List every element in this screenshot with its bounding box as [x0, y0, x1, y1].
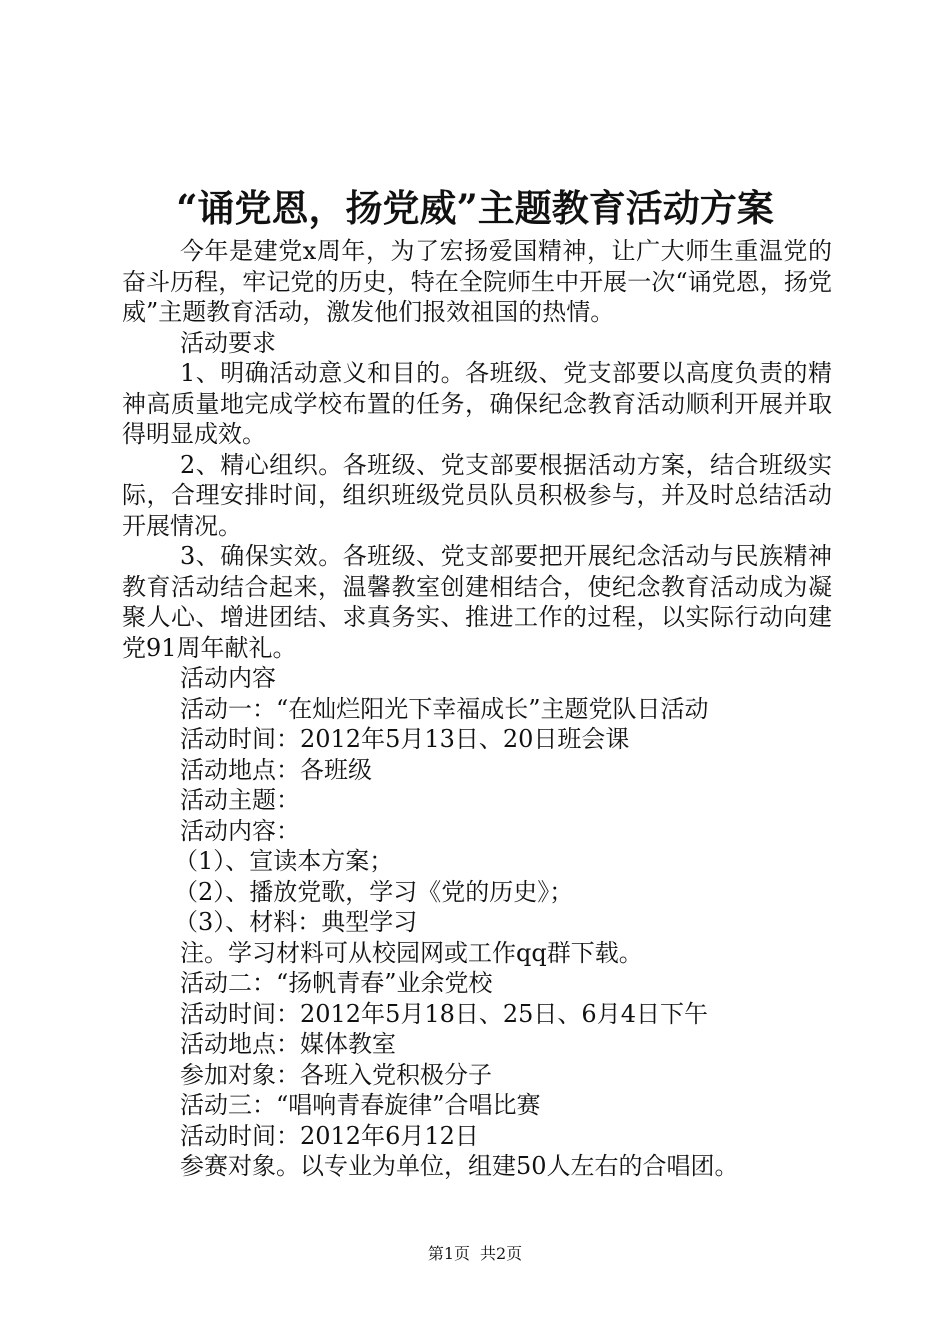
- page-number-current: 第1页: [427, 1244, 470, 1263]
- page-footer: [0, 1242, 950, 1266]
- activity1-item-3: （3）、材料：典型学习: [174, 908, 418, 936]
- requirement-item-2: 2、精心组织。各班级、党支部要根据活动方案，结合班级实际，合理安排时间，组织班级党员队员积极参与，并及时总结活动开展情况。: [122, 450, 832, 540]
- activity3-name: 活动三：“唱响青春旋律”合唱比赛: [180, 1091, 541, 1119]
- activity1-item-1: （1）、宣读本方案；: [174, 847, 394, 875]
- activity2-name: 活动二：“扬帆青春”业余党校: [180, 969, 493, 997]
- activity3-participants: 参赛对象。以专业为单位，组建50人左右的合唱团。: [180, 1152, 739, 1180]
- activity3-time: 活动时间：2012年6月12日: [180, 1121, 479, 1150]
- content-heading: 活动内容: [180, 664, 276, 692]
- activity1-content-label: 活动内容：: [180, 816, 300, 845]
- requirement-item-1: 1、明确活动意义和目的。各班级、党支部要以高度负责的精神高质量地完成学校布置的任务，确保纪念教育活动顺利开展并取得明显成效。: [122, 359, 832, 448]
- requirement-item-3: 3、确保实效。各班级、党支部要把开展纪念活动与民族精神教育活动结合起来，温馨教室创建相结合，使纪念教育活动成为凝聚人心、增进团结、求真务实、推进工作的过程，以实际行动向建党91周年献礼。: [122, 542, 832, 662]
- activity1-time: 活动时间：2012年5月13日、20日班会课: [180, 725, 630, 753]
- intro-paragraph: 今年是建党x周年，为了宏扬爱国精神，让广大师生重温党的奋斗历程，牢记党的历史，特在全院师生中开展一次“诵党恩，扬党威”主题教育活动，激发他们报效祖国的热情。: [122, 237, 832, 326]
- activity2-place: 活动地点：媒体教室: [180, 1030, 396, 1058]
- page-number-total: 共2页: [480, 1244, 523, 1263]
- activity1-item-2: （2）、播放党歌，学习《党的历史》；: [174, 877, 574, 906]
- activity1-place: 活动地点：各班级: [180, 755, 372, 784]
- activity1-name: 活动一：“在灿烂阳光下幸福成长”主题党队日活动: [180, 694, 709, 723]
- document-title: “诵党恩，扬党威”主题教育活动方案: [176, 186, 774, 230]
- document-body: [122, 236, 832, 1182]
- activity2-time: 活动时间：2012年5月18日、25日、6月4日下午: [180, 999, 708, 1028]
- requirements-heading: 活动要求: [180, 328, 276, 357]
- activity1-note: 注。学习材料可从校园网或工作qq群下载。: [180, 938, 643, 967]
- activity2-participants: 参加对象：各班入党积极分子: [180, 1060, 492, 1089]
- activity1-theme: 活动主题：: [180, 786, 300, 814]
